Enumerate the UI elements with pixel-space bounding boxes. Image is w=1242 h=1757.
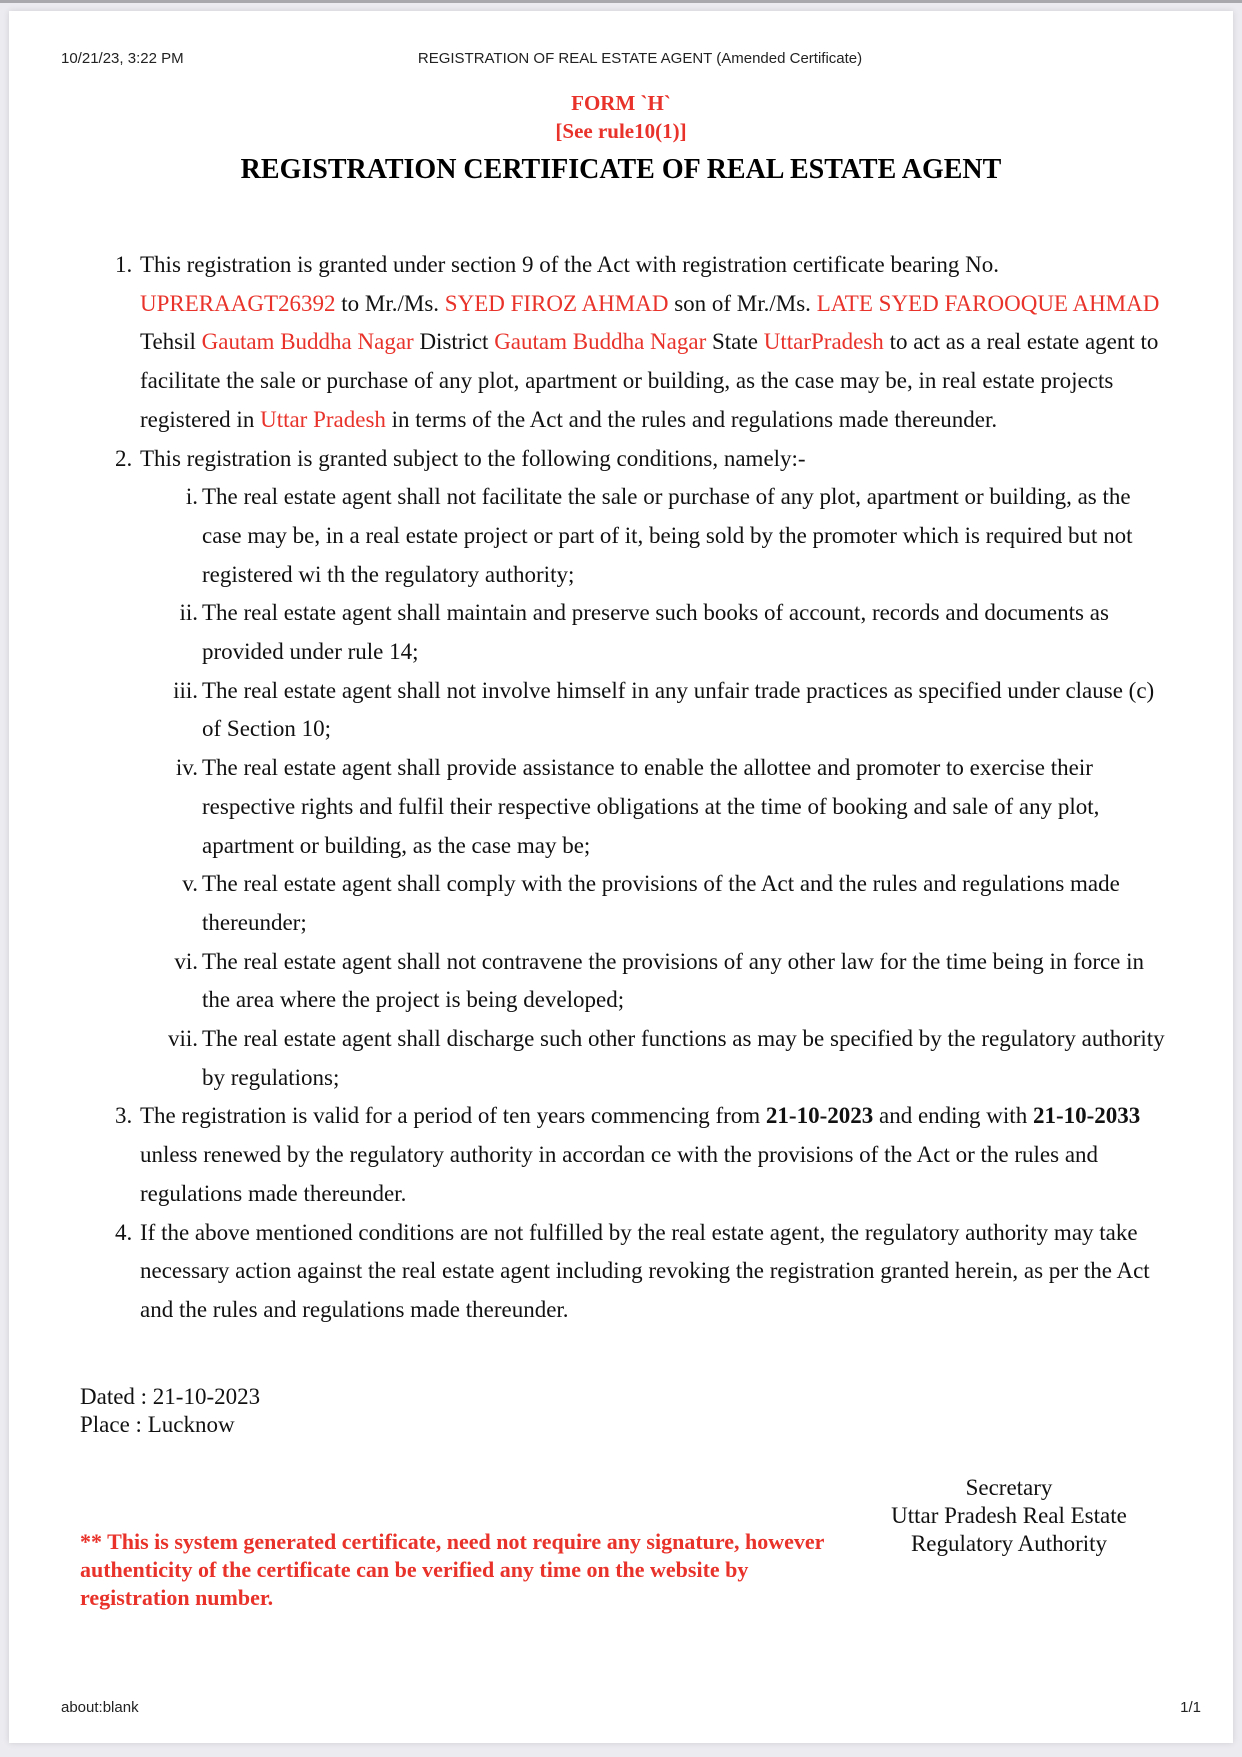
clause-text: and ending with: [873, 1103, 1033, 1129]
condition-text: The real estate agent shall not facilitate the sale or purchase of any plot, apartment or building, as the case may be, in a real estate project or part of it, being sold by the promoter which is required but not registered wi th the regulatory authority;: [202, 484, 1133, 587]
signatory-org-line1: Uttar Pradesh Real Estate: [891, 1503, 1127, 1528]
condition-text: The real estate agent shall not contravene the provisions of any other law for the time being in force in the area where the project is being developed;: [202, 948, 1145, 1013]
clause-4: [9, 1214, 1233, 1330]
form-label: FORM `H`: [571, 91, 671, 115]
condition-item: [9, 672, 1233, 749]
signatory-org-line2: Regulatory Authority: [910, 1531, 1108, 1556]
registered-region: Uttar Pradesh: [260, 406, 386, 432]
issue-place: Place : Lucknow: [80, 1412, 235, 1437]
clause-text: in terms of the Act and the rules and regulations made thereunder.: [385, 406, 998, 432]
state: UttarPradesh: [763, 329, 884, 355]
condition-item: [9, 943, 1233, 1020]
clause-text: son of Mr./Ms.: [668, 290, 817, 316]
clause-text: to Mr./Ms.: [335, 290, 445, 316]
clause-text: Tehsil: [140, 329, 202, 355]
condition-text: The real estate agent shall comply with the provisions of the Act and the rules and regulations made thereunder;: [202, 871, 1120, 935]
print-footer-page: 1/1: [1180, 1699, 1201, 1716]
printed-page: [9, 11, 1233, 1743]
condition-number: vi.: [174, 948, 198, 974]
condition-text: The real estate agent shall maintain and preserve such books of account, records and documents as provided under rule 14;: [202, 600, 1109, 665]
clause-text: unless renewed by the regulatory authority in accordan ce with the provisions of the Act or the rules and regulations made thereunder.: [140, 1142, 1099, 1206]
clause-2: [9, 440, 1233, 479]
condition-number: iii.: [173, 677, 198, 703]
condition-item: [9, 865, 1233, 942]
validity-start-date: 21-10-2023: [765, 1103, 874, 1129]
condition-number: vii.: [167, 1026, 198, 1052]
certificate-clauses: [9, 246, 1233, 1330]
district: Gautam Buddha Nagar: [494, 329, 707, 355]
condition-item: [9, 594, 1233, 671]
condition-number: v.: [182, 871, 198, 897]
form-heading: [9, 89, 1233, 145]
condition-item: [9, 478, 1233, 594]
clause-text: This registration is granted under section 9 of the Act with registration certificate bearing No.: [140, 252, 1000, 277]
clause-number: 3.: [115, 1103, 133, 1129]
condition-text: The real estate agent shall provide assistance to enable the allottee and promoter to exercise their respective rights and fulfil their respective obligations at the time of booking and sale of any plot, apartment or building, as the case may be;: [202, 755, 1100, 858]
clause-number: 1.: [115, 252, 133, 277]
condition-text: The real estate agent shall discharge such other functions as may be specified by the regulatory authority by regulations;: [202, 1026, 1165, 1090]
father-name: LATE SYED FAROOQUE AHMAD: [816, 290, 1160, 316]
agent-name: SYED FIROZ AHMAD: [444, 290, 669, 316]
system-generated-disclaimer: ** This is system generated certificate, need not require any signature, however authenticity of the certificate can be verified any time on the website by registration number.: [80, 1529, 825, 1610]
print-header-datetime: 10/21/23, 3:22 PM: [61, 50, 184, 67]
signatory-title: Secretary: [965, 1475, 1053, 1500]
tehsil: Gautam Buddha Nagar: [201, 329, 414, 355]
clause-text: If the above mentioned conditions are not fulfilled by the real estate agent, the regulatory authority may take necessary action against the real estate agent including revoking the registration granted herein, as per the Act and the rules and regulations made thereunder.: [140, 1219, 1150, 1322]
condition-number: i.: [185, 484, 198, 510]
form-rule: [See rule10(1)]: [555, 119, 687, 143]
window-top-edge: [0, 0, 1242, 3]
print-footer-url: about:blank: [61, 1699, 139, 1716]
clause-text: District: [413, 329, 495, 355]
clause-text: The registration is valid for a period of ten years commencing from: [140, 1103, 766, 1129]
clause-number: 2.: [115, 445, 133, 471]
print-header-title: REGISTRATION OF REAL ESTATE AGENT (Amended Certificate): [417, 50, 863, 67]
date-place-block: [80, 1383, 260, 1439]
condition-text: The real estate agent shall not involve himself in any unfair trade practices as specified under clause (c) of Section 10;: [202, 677, 1155, 742]
clause-text: to act as a real estate agent to facilitate the sale or purchase of any plot, apartment or building, as the case may be, in real estate projects registered in: [140, 329, 1159, 432]
certificate-title: REGISTRATION CERTIFICATE OF REAL ESTATE AGENT: [240, 154, 1002, 185]
clause-text: State: [706, 329, 764, 355]
signatory-block: [869, 1474, 1149, 1558]
clause-number: 4.: [115, 1219, 133, 1245]
condition-number: iv.: [175, 755, 198, 781]
condition-number: ii.: [179, 600, 198, 626]
issue-date: Dated : 21-10-2023: [80, 1384, 261, 1409]
condition-item: [9, 1020, 1233, 1097]
registration-number: UPRERAAGT26392: [140, 290, 336, 316]
clause-1: [9, 246, 1233, 440]
clause-3: [9, 1097, 1233, 1213]
condition-item: [9, 749, 1233, 865]
clause-text: This registration is granted subject to the following conditions, namely:-: [140, 445, 806, 471]
validity-end-date: 21-10-2033: [1032, 1103, 1141, 1129]
